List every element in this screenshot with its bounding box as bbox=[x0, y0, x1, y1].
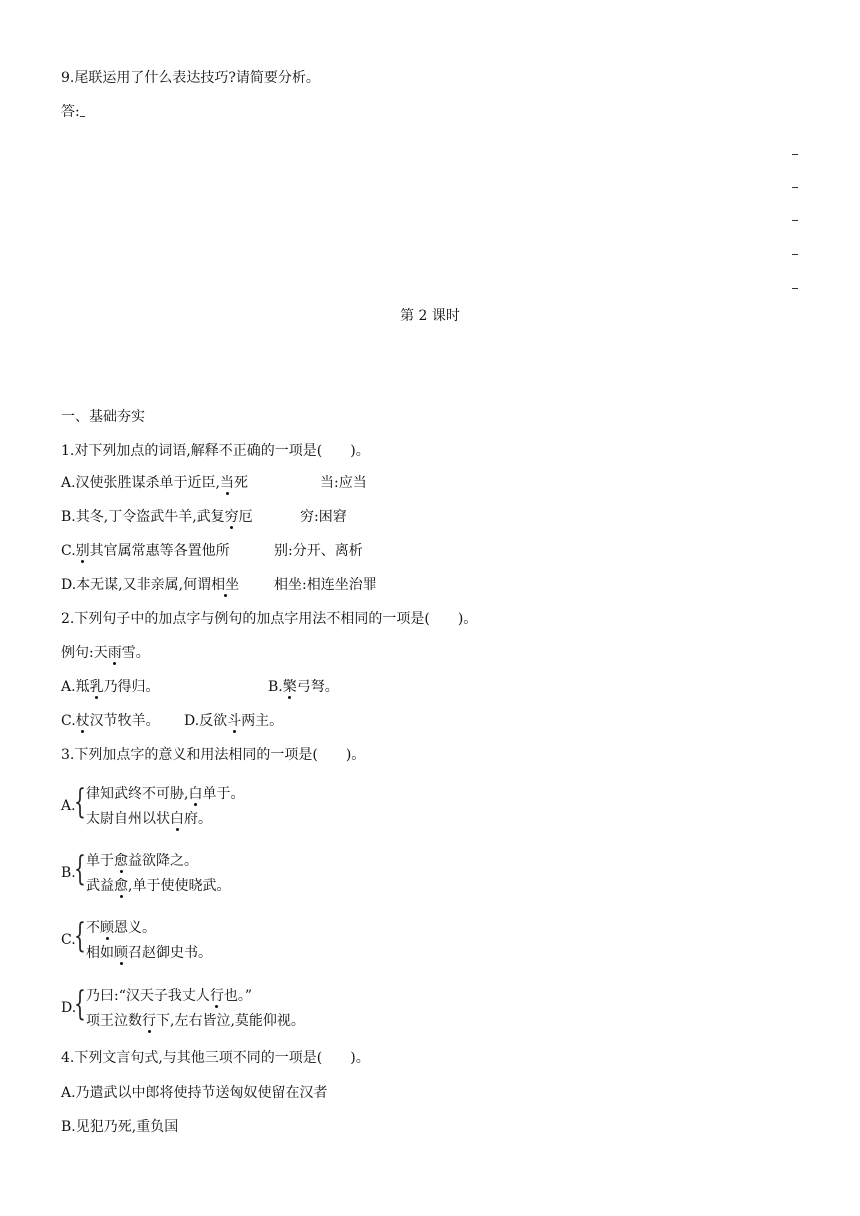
q2-b-post: 弓弩。 bbox=[296, 679, 339, 695]
q2-d-pre: D.反欲 bbox=[184, 713, 228, 729]
q3-b-line1 bbox=[86, 851, 198, 871]
q3-d-l1-pre: 乃曰:“汉天子我丈人 bbox=[86, 988, 210, 1004]
brace-glyph: { bbox=[74, 916, 86, 956]
dotted-word: 雨 bbox=[107, 645, 122, 661]
q3-c-l2-pre: 相如 bbox=[86, 945, 114, 961]
brace-glyph: { bbox=[74, 984, 86, 1024]
answer-line-mark bbox=[792, 154, 798, 155]
dotted-word: 檠 bbox=[282, 679, 297, 695]
answer-line-mark bbox=[792, 254, 798, 255]
q1-c-text-end: 其官属常惠等各置他所 bbox=[89, 543, 230, 559]
q2-option-a bbox=[61, 677, 160, 697]
q3-a-l1-pre: 律知武终不可胁, bbox=[86, 786, 189, 802]
q9-text: 9.尾联运用了什么表达技巧?请简要分析。 bbox=[61, 70, 320, 86]
q3-a-l2-post: 府。 bbox=[184, 811, 212, 827]
q2-a-pre: A.羝 bbox=[61, 679, 90, 695]
q3-b-l1-post: 益欲降之。 bbox=[128, 853, 198, 869]
brace-glyph: { bbox=[74, 849, 86, 889]
dotted-word: 穷 bbox=[224, 509, 239, 525]
q1-option-d bbox=[61, 575, 239, 595]
q1-c-text: C. bbox=[61, 543, 76, 559]
dotted-word: 顾 bbox=[100, 920, 114, 936]
q2-c-post: 汉节牧羊。 bbox=[89, 713, 160, 729]
q3-d-line1 bbox=[86, 986, 252, 1006]
q1-option-a bbox=[61, 473, 248, 493]
dotted-word: 别 bbox=[75, 543, 90, 559]
q3-a-line1 bbox=[86, 784, 244, 804]
q2-a-post: 乃得归。 bbox=[103, 679, 160, 695]
q3-c-label: C. bbox=[61, 932, 76, 948]
q1-d-text: D.本无谋,又非亲属,何谓 bbox=[61, 577, 212, 593]
q1-c-gloss: 别:分开、离析 bbox=[274, 543, 363, 559]
dotted-word: 顾 bbox=[114, 945, 128, 961]
dotted-word: 行 bbox=[209, 988, 224, 1004]
q2-stem: 2.下列句子中的加点字与例句的加点字用法不相同的一项是( )。 bbox=[61, 611, 478, 627]
answer-line-mark bbox=[792, 220, 798, 221]
dotted-word: 愈 bbox=[114, 878, 128, 894]
q2-example-pre: 例句:天 bbox=[61, 645, 108, 661]
q3-c-line1 bbox=[86, 918, 156, 938]
dotted-word: 行 bbox=[142, 1013, 156, 1029]
q3-a-l2-pre: 太尉自州以状 bbox=[86, 811, 170, 827]
section-heading: 一、基础夯实 bbox=[61, 409, 145, 425]
dotted-word: 相坐 bbox=[211, 577, 240, 593]
q3-d-label: D. bbox=[61, 1000, 77, 1016]
q3-b-label: B. bbox=[61, 865, 76, 881]
dotted-word: 白 bbox=[170, 811, 184, 827]
dotted-word: 当 bbox=[220, 475, 235, 491]
answer-label bbox=[61, 102, 85, 122]
q4-option-b: B.见犯乃死,重负国 bbox=[61, 1119, 179, 1135]
q1-d-gloss: 相坐:相连坐治罪 bbox=[274, 577, 377, 593]
q1-b-text-end: 厄 bbox=[238, 509, 253, 525]
q2-d-post: 两主。 bbox=[241, 713, 284, 729]
q4-stem: 4.下列文言句式,与其他三项不同的一项是( )。 bbox=[61, 1050, 370, 1066]
q3-a-line2 bbox=[86, 809, 212, 829]
answer-label-text: 答: bbox=[61, 104, 80, 120]
q3-c-line2 bbox=[86, 943, 212, 963]
q2-c-pre: C. bbox=[61, 713, 76, 729]
q1-option-b bbox=[61, 507, 253, 527]
q2-option-d bbox=[184, 711, 283, 731]
q2-option-b bbox=[268, 677, 339, 697]
q1-option-c bbox=[61, 541, 230, 561]
brace-glyph: { bbox=[74, 782, 86, 822]
q3-d-l2-pre: 项王泣数 bbox=[86, 1013, 142, 1029]
q4-option-a: A.乃遣武以中郎将使持节送匈奴使留在汉者 bbox=[61, 1085, 328, 1101]
dotted-word: 斗 bbox=[227, 713, 242, 729]
answer-line-mark bbox=[792, 288, 798, 289]
q3-d-l1-post: 也。” bbox=[223, 988, 253, 1004]
q2-example bbox=[61, 643, 150, 663]
q3-b-line2 bbox=[86, 876, 230, 896]
lesson-title: 第 2 课时 bbox=[400, 308, 460, 324]
dotted-word: 杖 bbox=[75, 713, 90, 729]
q3-c-l1-pre: 不 bbox=[86, 920, 100, 936]
q3-b-l2-pre: 武益 bbox=[86, 878, 114, 894]
q1-a-text-end: 死 bbox=[234, 475, 249, 491]
answer-blank bbox=[80, 102, 85, 117]
q3-c-l1-post: 恩义。 bbox=[114, 920, 156, 936]
q1-stem: 1.对下列加点的词语,解释不正确的一项是( )。 bbox=[61, 443, 370, 459]
q3-a-l1-post: 单于。 bbox=[202, 786, 245, 802]
q3-stem: 3.下列加点字的意义和用法相同的一项是( )。 bbox=[61, 747, 366, 763]
dotted-word: 乳 bbox=[89, 679, 104, 695]
q1-a-text: A.汉使张胜谋杀单于近臣, bbox=[61, 475, 221, 491]
q3-d-l2-post: 下,左右皆泣,莫能仰视。 bbox=[156, 1013, 305, 1029]
q2-b-pre: B. bbox=[268, 679, 283, 695]
q3-b-l2-post: ,单于使使晓武。 bbox=[128, 878, 231, 894]
q1-b-gloss: 穷:困窘 bbox=[300, 509, 347, 525]
q3-b-l1-pre: 单于 bbox=[86, 853, 114, 869]
q2-example-post: 雪。 bbox=[121, 645, 150, 661]
q3-d-line2 bbox=[86, 1011, 305, 1031]
q3-c-l2-post: 召赵御史书。 bbox=[128, 945, 212, 961]
q3-a-label: A. bbox=[61, 798, 76, 814]
dotted-word: 白 bbox=[188, 786, 203, 802]
q1-a-gloss: 当:应当 bbox=[320, 475, 367, 491]
answer-line-mark bbox=[792, 187, 798, 188]
q2-option-c bbox=[61, 711, 160, 731]
q1-b-text: B.其冬,丁令盗武牛羊,武复 bbox=[61, 509, 225, 525]
dotted-word: 愈 bbox=[114, 853, 128, 869]
